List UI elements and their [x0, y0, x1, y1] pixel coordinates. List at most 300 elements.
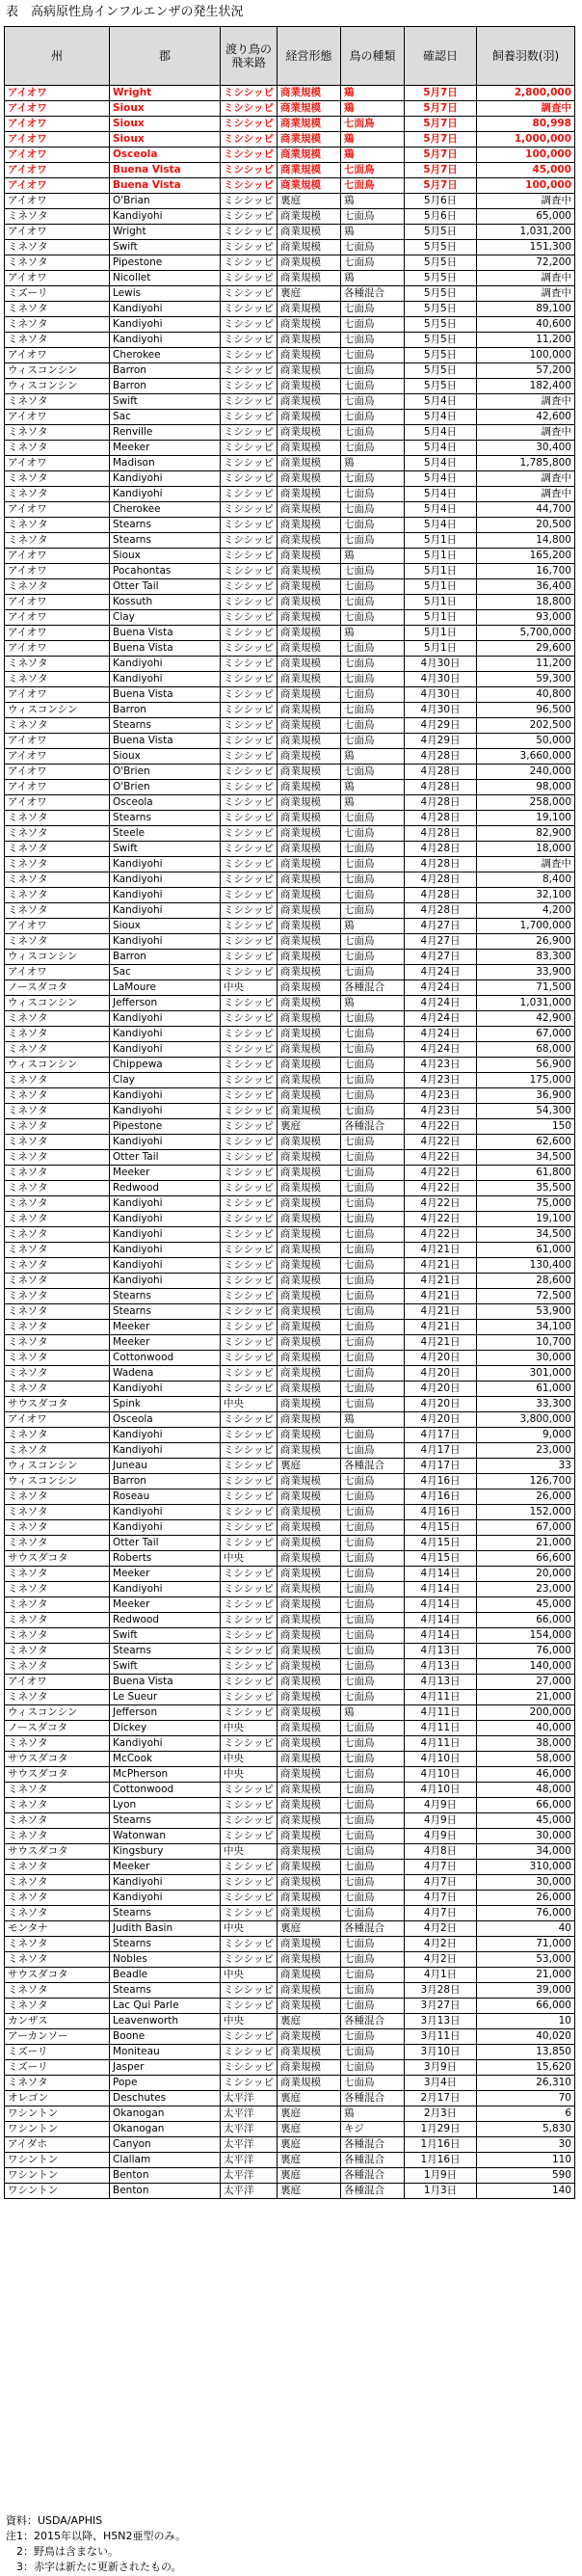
cell-state: ミネソタ — [5, 842, 110, 857]
table-row — [5, 1813, 575, 1829]
table-row — [5, 2184, 575, 2199]
cell-farm-type: 裏庭 — [278, 2184, 341, 2199]
cell-bird-type: 七面鳥 — [341, 348, 405, 363]
cell-flock-size: 93,000 — [477, 610, 575, 626]
cell-state: ミネソタ — [5, 533, 110, 549]
cell-flyway: ミシシッピ — [221, 1505, 278, 1520]
cell-date: 5月1日 — [405, 549, 477, 564]
cell-flock-size: 202,500 — [477, 718, 575, 734]
cell-date: 3月11日 — [405, 2029, 477, 2045]
cell-bird-type: 七面鳥 — [341, 1952, 405, 1968]
cell-state: ウィスコンシン — [5, 950, 110, 965]
cell-state: ミネソタ — [5, 888, 110, 903]
cell-state: ミネソタ — [5, 857, 110, 872]
table-row — [5, 441, 575, 456]
cell-farm-type: 商業規模 — [278, 1258, 341, 1274]
table-row — [5, 333, 575, 348]
cell-flyway: 太平洋 — [221, 2153, 278, 2168]
cell-flock-size: 調査中 — [477, 857, 575, 872]
cell-county: Otter Tail — [110, 1150, 221, 1166]
cell-flyway: ミシシッピ — [221, 1891, 278, 1906]
cell-county: Buena Vista — [110, 687, 221, 703]
table-header-row — [5, 27, 575, 86]
cell-state: ウィスコンシン — [5, 1459, 110, 1474]
cell-flyway: ミシシッピ — [221, 178, 278, 194]
cell-county: Wadena — [110, 1366, 221, 1382]
cell-flyway: ミシシッピ — [221, 302, 278, 317]
cell-farm-type: 裏庭 — [278, 1119, 341, 1135]
cell-flock-size: 調査中 — [477, 425, 575, 441]
cell-county: Kandiyohi — [110, 903, 221, 919]
cell-bird-type: 七面鳥 — [341, 1150, 405, 1166]
table-row — [5, 2060, 575, 2076]
cell-bird-type: 七面鳥 — [341, 1999, 405, 2014]
cell-county: Kandiyohi — [110, 1042, 221, 1058]
cell-county: Otter Tail — [110, 1536, 221, 1551]
table-row — [5, 1952, 575, 1968]
cell-county: Meeker — [110, 1320, 221, 1335]
cell-flyway: ミシシッピ — [221, 1351, 278, 1366]
cell-date: 5月5日 — [405, 286, 477, 302]
cell-farm-type: 商業規模 — [278, 1906, 341, 1921]
cell-farm-type: 裏庭 — [278, 2014, 341, 2029]
cell-flyway: ミシシッピ — [221, 1366, 278, 1382]
cell-flyway: 中央 — [221, 1721, 278, 1736]
cell-date: 5月6日 — [405, 194, 477, 209]
cell-county: Jefferson — [110, 1705, 221, 1721]
cell-date: 5月1日 — [405, 610, 477, 626]
cell-farm-type: 商業規模 — [278, 1397, 341, 1412]
cell-state: アイオワ — [5, 795, 110, 811]
cell-flyway: ミシシッピ — [221, 225, 278, 240]
table-row — [5, 795, 575, 811]
cell-flyway: ミシシッピ — [221, 255, 278, 271]
cell-bird-type: 七面鳥 — [341, 1628, 405, 1644]
cell-date: 4月23日 — [405, 1058, 477, 1073]
cell-state: ミネソタ — [5, 255, 110, 271]
cell-flyway: ミシシッピ — [221, 1644, 278, 1659]
cell-state: アイオワ — [5, 502, 110, 518]
cell-county: Kandiyohi — [110, 1104, 221, 1119]
cell-bird-type: 七面鳥 — [341, 1752, 405, 1767]
cell-farm-type: 商業規模 — [278, 857, 341, 872]
cell-county: Barron — [110, 950, 221, 965]
cell-flyway: ミシシッピ — [221, 148, 278, 163]
table-row — [5, 117, 575, 132]
cell-bird-type: 七面鳥 — [341, 1073, 405, 1088]
cell-state: ミネソタ — [5, 1798, 110, 1813]
cell-bird-type: 鶏 — [341, 626, 405, 641]
cell-flock-size: 48,000 — [477, 1783, 575, 1798]
cell-date: 4月30日 — [405, 703, 477, 718]
cell-flyway: ミシシッピ — [221, 1335, 278, 1351]
cell-county: Kandiyohi — [110, 1274, 221, 1289]
cell-bird-type: 七面鳥 — [341, 1536, 405, 1551]
table-row — [5, 857, 575, 872]
cell-bird-type: 七面鳥 — [341, 965, 405, 980]
cell-flock-size: 39,000 — [477, 1983, 575, 1999]
table-row — [5, 1135, 575, 1150]
cell-county: Kandiyohi — [110, 857, 221, 872]
cell-flock-size: 19,100 — [477, 1212, 575, 1227]
cell-state: アイオワ — [5, 1412, 110, 1428]
table-row — [5, 826, 575, 842]
cell-flyway: ミシシッピ — [221, 1690, 278, 1705]
cell-farm-type: 商業規模 — [278, 117, 341, 132]
cell-bird-type: 七面鳥 — [341, 518, 405, 533]
cell-flyway: ミシシッピ — [221, 734, 278, 749]
cell-bird-type: 七面鳥 — [341, 1875, 405, 1891]
cell-farm-type: 商業規模 — [278, 240, 341, 255]
cell-bird-type: 七面鳥 — [341, 1212, 405, 1227]
cell-farm-type: 商業規模 — [278, 1891, 341, 1906]
cell-county: Roberts — [110, 1551, 221, 1567]
table-row — [5, 872, 575, 888]
cell-farm-type: 商業規模 — [278, 919, 341, 934]
cell-bird-type: 七面鳥 — [341, 1320, 405, 1335]
cell-bird-type: 七面鳥 — [341, 1489, 405, 1505]
table-row — [5, 2029, 575, 2045]
table-row — [5, 348, 575, 363]
cell-bird-type: 鶏 — [341, 225, 405, 240]
cell-bird-type: 鶏 — [341, 780, 405, 795]
cell-farm-type: 商業規模 — [278, 317, 341, 333]
cell-flyway: ミシシッピ — [221, 1150, 278, 1166]
cell-county: Stearns — [110, 811, 221, 826]
cell-flyway: ミシシッピ — [221, 1042, 278, 1058]
cell-bird-type: 七面鳥 — [341, 1196, 405, 1212]
cell-bird-type: 七面鳥 — [341, 1783, 405, 1798]
cell-flock-size: 45,000 — [477, 1597, 575, 1613]
cell-flyway: ミシシッピ — [221, 533, 278, 549]
cell-date: 4月11日 — [405, 1736, 477, 1752]
cell-flock-size: 21,000 — [477, 1536, 575, 1551]
cell-flock-size: 140 — [477, 2184, 575, 2199]
cell-flock-size: 54,300 — [477, 1104, 575, 1119]
cell-flyway: ミシシッピ — [221, 2060, 278, 2076]
cell-date: 4月17日 — [405, 1459, 477, 1474]
cell-farm-type: 商業規模 — [278, 687, 341, 703]
cell-flock-size: 44,700 — [477, 502, 575, 518]
table-row — [5, 2153, 575, 2168]
cell-date: 4月20日 — [405, 1366, 477, 1382]
cell-flyway: ミシシッピ — [221, 1875, 278, 1891]
col-header-farm-type: 経営形態 — [278, 27, 341, 86]
cell-bird-type: 七面鳥 — [341, 487, 405, 502]
cell-flock-size: 76,000 — [477, 1644, 575, 1659]
cell-flock-size: 61,000 — [477, 1243, 575, 1258]
cell-flock-size: 40,600 — [477, 317, 575, 333]
cell-state: ミネソタ — [5, 934, 110, 950]
cell-bird-type: 七面鳥 — [341, 1181, 405, 1196]
cell-farm-type: 商業規模 — [278, 703, 341, 718]
cell-state: アイオワ — [5, 194, 110, 209]
table-row — [5, 379, 575, 394]
cell-date: 4月28日 — [405, 872, 477, 888]
cell-flyway: ミシシッピ — [221, 687, 278, 703]
cell-state: ミネソタ — [5, 1289, 110, 1304]
cell-state: アイオワ — [5, 271, 110, 286]
cell-date: 4月2日 — [405, 1921, 477, 1937]
cell-farm-type: 商業規模 — [278, 965, 341, 980]
table-row — [5, 1119, 575, 1135]
cell-farm-type: 商業規模 — [278, 1752, 341, 1767]
cell-bird-type: 七面鳥 — [341, 441, 405, 456]
cell-county: Cherokee — [110, 502, 221, 518]
cell-flyway: ミシシッピ — [221, 1212, 278, 1227]
cell-county: McPherson — [110, 1767, 221, 1783]
cell-farm-type: 商業規模 — [278, 1058, 341, 1073]
cell-county: Meeker — [110, 1166, 221, 1181]
cell-county: Meeker — [110, 1860, 221, 1875]
cell-flock-size: 96,500 — [477, 703, 575, 718]
cell-date: 5月4日 — [405, 441, 477, 456]
cell-date: 4月13日 — [405, 1659, 477, 1675]
cell-bird-type: 七面鳥 — [341, 1058, 405, 1073]
cell-bird-type: 七面鳥 — [341, 1551, 405, 1567]
cell-flyway: ミシシッピ — [221, 132, 278, 148]
cell-bird-type: 七面鳥 — [341, 240, 405, 255]
cell-date: 4月16日 — [405, 1489, 477, 1505]
cell-date: 4月7日 — [405, 1906, 477, 1921]
cell-county: Barron — [110, 1474, 221, 1489]
cell-flyway: ミシシッピ — [221, 872, 278, 888]
cell-flyway: ミシシッピ — [221, 1952, 278, 1968]
table-row — [5, 903, 575, 919]
cell-date: 4月9日 — [405, 1798, 477, 1813]
cell-county: Osceola — [110, 148, 221, 163]
cell-state: ミネソタ — [5, 1335, 110, 1351]
table-row — [5, 255, 575, 271]
cell-state: ミネソタ — [5, 579, 110, 595]
cell-date: 1月29日 — [405, 2122, 477, 2137]
cell-county: Canyon — [110, 2137, 221, 2153]
cell-county: Steele — [110, 826, 221, 842]
cell-bird-type: 鶏 — [341, 148, 405, 163]
cell-date: 4月22日 — [405, 1150, 477, 1166]
cell-bird-type: 七面鳥 — [341, 1613, 405, 1628]
cell-state: ミネソタ — [5, 441, 110, 456]
cell-flyway: ミシシッピ — [221, 934, 278, 950]
cell-date: 4月14日 — [405, 1597, 477, 1613]
cell-bird-type: 七面鳥 — [341, 842, 405, 857]
cell-farm-type: 商業規模 — [278, 1412, 341, 1428]
cell-farm-type: 商業規模 — [278, 1335, 341, 1351]
cell-date: 5月4日 — [405, 518, 477, 533]
cell-date: 5月6日 — [405, 209, 477, 225]
cell-county: O'Brien — [110, 780, 221, 795]
cell-state: ミネソタ — [5, 1135, 110, 1150]
cell-bird-type: 七面鳥 — [341, 178, 405, 194]
cell-date: 4月22日 — [405, 1181, 477, 1196]
table-row — [5, 194, 575, 209]
cell-flock-size: 20,500 — [477, 518, 575, 533]
cell-state: ミネソタ — [5, 1489, 110, 1505]
cell-state: ミネソタ — [5, 826, 110, 842]
cell-flock-size: 126,700 — [477, 1474, 575, 1489]
table-row — [5, 1027, 575, 1042]
cell-flyway: ミシシッピ — [221, 1073, 278, 1088]
cell-flyway: ミシシッピ — [221, 1567, 278, 1582]
cell-county: Redwood — [110, 1613, 221, 1628]
cell-state: ミネソタ — [5, 1813, 110, 1829]
table-row — [5, 1058, 575, 1073]
cell-bird-type: 各種混合 — [341, 2014, 405, 2029]
cell-date: 4月24日 — [405, 1011, 477, 1027]
table-row — [5, 1536, 575, 1551]
cell-farm-type: 裏庭 — [278, 2153, 341, 2168]
cell-farm-type: 商業規模 — [278, 1011, 341, 1027]
cell-flyway: ミシシッピ — [221, 1258, 278, 1274]
cell-bird-type: 鶏 — [341, 795, 405, 811]
cell-bird-type: 七面鳥 — [341, 1289, 405, 1304]
table-row — [5, 1921, 575, 1937]
cell-county: Okanogan — [110, 2122, 221, 2137]
cell-county: Le Sueur — [110, 1690, 221, 1705]
cell-county: Barron — [110, 363, 221, 379]
cell-county: Stearns — [110, 1304, 221, 1320]
cell-bird-type: 七面鳥 — [341, 1675, 405, 1690]
cell-farm-type: 商業規模 — [278, 626, 341, 641]
cell-state: アイオワ — [5, 687, 110, 703]
table-row — [5, 1968, 575, 1983]
cell-farm-type: 商業規模 — [278, 255, 341, 271]
table-row — [5, 286, 575, 302]
cell-flyway: 中央 — [221, 1767, 278, 1783]
cell-county: Sioux — [110, 117, 221, 132]
cell-flyway: ミシシッピ — [221, 1582, 278, 1597]
cell-flock-size: 27,000 — [477, 1675, 575, 1690]
cell-county: Lyon — [110, 1798, 221, 1813]
cell-farm-type: 裏庭 — [278, 1921, 341, 1937]
table-row — [5, 1073, 575, 1088]
table-row — [5, 1690, 575, 1705]
table-row — [5, 1042, 575, 1058]
cell-flock-size: 1,031,000 — [477, 996, 575, 1011]
cell-state: ミネソタ — [5, 1304, 110, 1320]
cell-flyway: 中央 — [221, 1551, 278, 1567]
cell-date: 5月5日 — [405, 317, 477, 333]
table-body — [5, 86, 575, 2199]
cell-state: モンタナ — [5, 1921, 110, 1937]
cell-flyway: ミシシッピ — [221, 1011, 278, 1027]
cell-farm-type: 裏庭 — [278, 194, 341, 209]
cell-state: ミネソタ — [5, 1736, 110, 1752]
cell-state: アイオワ — [5, 410, 110, 425]
cell-flock-size: 30,000 — [477, 1351, 575, 1366]
cell-flock-size: 258,000 — [477, 795, 575, 811]
cell-flyway: ミシシッピ — [221, 348, 278, 363]
cell-state: ミズーリ — [5, 286, 110, 302]
cell-date: 5月5日 — [405, 348, 477, 363]
cell-date: 5月7日 — [405, 132, 477, 148]
cell-county: Kandiyohi — [110, 1011, 221, 1027]
cell-bird-type: 七面鳥 — [341, 1443, 405, 1459]
cell-county: Wright — [110, 86, 221, 101]
table-row — [5, 1243, 575, 1258]
cell-bird-type: 鶏 — [341, 996, 405, 1011]
cell-date: 4月28日 — [405, 795, 477, 811]
cell-county: Pipestone — [110, 1119, 221, 1135]
cell-county: Sac — [110, 410, 221, 425]
cell-flock-size: 100,000 — [477, 178, 575, 194]
cell-county: Jefferson — [110, 996, 221, 1011]
table-row — [5, 718, 575, 734]
cell-county: Clay — [110, 1073, 221, 1088]
cell-county: Buena Vista — [110, 163, 221, 178]
table-row — [5, 1659, 575, 1675]
cell-state: ミネソタ — [5, 471, 110, 487]
cell-farm-type: 商業規模 — [278, 379, 341, 394]
cell-farm-type: 商業規模 — [278, 579, 341, 595]
table-row — [5, 86, 575, 101]
col-header-date: 確認日 — [405, 27, 477, 86]
cell-farm-type: 商業規模 — [278, 1628, 341, 1644]
cell-flock-size: 70 — [477, 2091, 575, 2106]
cell-date: 4月7日 — [405, 1860, 477, 1875]
cell-state: ミネソタ — [5, 1274, 110, 1289]
cell-flock-size: 18,000 — [477, 842, 575, 857]
cell-bird-type: 七面鳥 — [341, 1474, 405, 1489]
cell-county: Watonwan — [110, 1829, 221, 1844]
cell-date: 4月21日 — [405, 1335, 477, 1351]
cell-bird-type: 七面鳥 — [341, 379, 405, 394]
cell-county: Kandiyohi — [110, 317, 221, 333]
cell-flock-size: 50,000 — [477, 734, 575, 749]
cell-flyway: ミシシッピ — [221, 1520, 278, 1536]
cell-bird-type: 七面鳥 — [341, 1567, 405, 1582]
cell-farm-type: 商業規模 — [278, 1243, 341, 1258]
table-row — [5, 610, 575, 626]
cell-farm-type: 商業規模 — [278, 1875, 341, 1891]
cell-farm-type: 商業規模 — [278, 1489, 341, 1505]
cell-date: 5月1日 — [405, 579, 477, 595]
cell-flock-size: 調査中 — [477, 286, 575, 302]
cell-county: Osceola — [110, 795, 221, 811]
cell-flock-size: 33,300 — [477, 1397, 575, 1412]
cell-flyway: ミシシッピ — [221, 965, 278, 980]
cell-bird-type: 七面鳥 — [341, 1644, 405, 1659]
cell-flyway: 太平洋 — [221, 2122, 278, 2137]
cell-flyway: ミシシッピ — [221, 842, 278, 857]
cell-flyway: ミシシッピ — [221, 718, 278, 734]
cell-flock-size: 30,000 — [477, 1875, 575, 1891]
cell-county: Lac Qui Parle — [110, 1999, 221, 2014]
table-row — [5, 1366, 575, 1382]
table-row — [5, 1196, 575, 1212]
cell-county: Stearns — [110, 1906, 221, 1921]
cell-flock-size: 42,600 — [477, 410, 575, 425]
cell-state: ミネソタ — [5, 1428, 110, 1443]
cell-bird-type: 各種混合 — [341, 2184, 405, 2199]
cell-state: ウィスコンシン — [5, 1474, 110, 1489]
cell-date: 4月2日 — [405, 1937, 477, 1952]
table-row — [5, 1844, 575, 1860]
cell-date: 3月28日 — [405, 1983, 477, 1999]
table-row — [5, 1412, 575, 1428]
cell-bird-type: 七面鳥 — [341, 1906, 405, 1921]
cell-flyway: ミシシッピ — [221, 564, 278, 579]
cell-flyway: ミシシッピ — [221, 394, 278, 410]
cell-date: 2月3日 — [405, 2106, 477, 2122]
cell-county: Madison — [110, 456, 221, 471]
cell-flyway: 中央 — [221, 1844, 278, 1860]
cell-flock-size: 19,100 — [477, 811, 575, 826]
cell-state: ミネソタ — [5, 1227, 110, 1243]
cell-date: 5月5日 — [405, 271, 477, 286]
cell-bird-type: 七面鳥 — [341, 1736, 405, 1752]
cell-bird-type: 七面鳥 — [341, 302, 405, 317]
